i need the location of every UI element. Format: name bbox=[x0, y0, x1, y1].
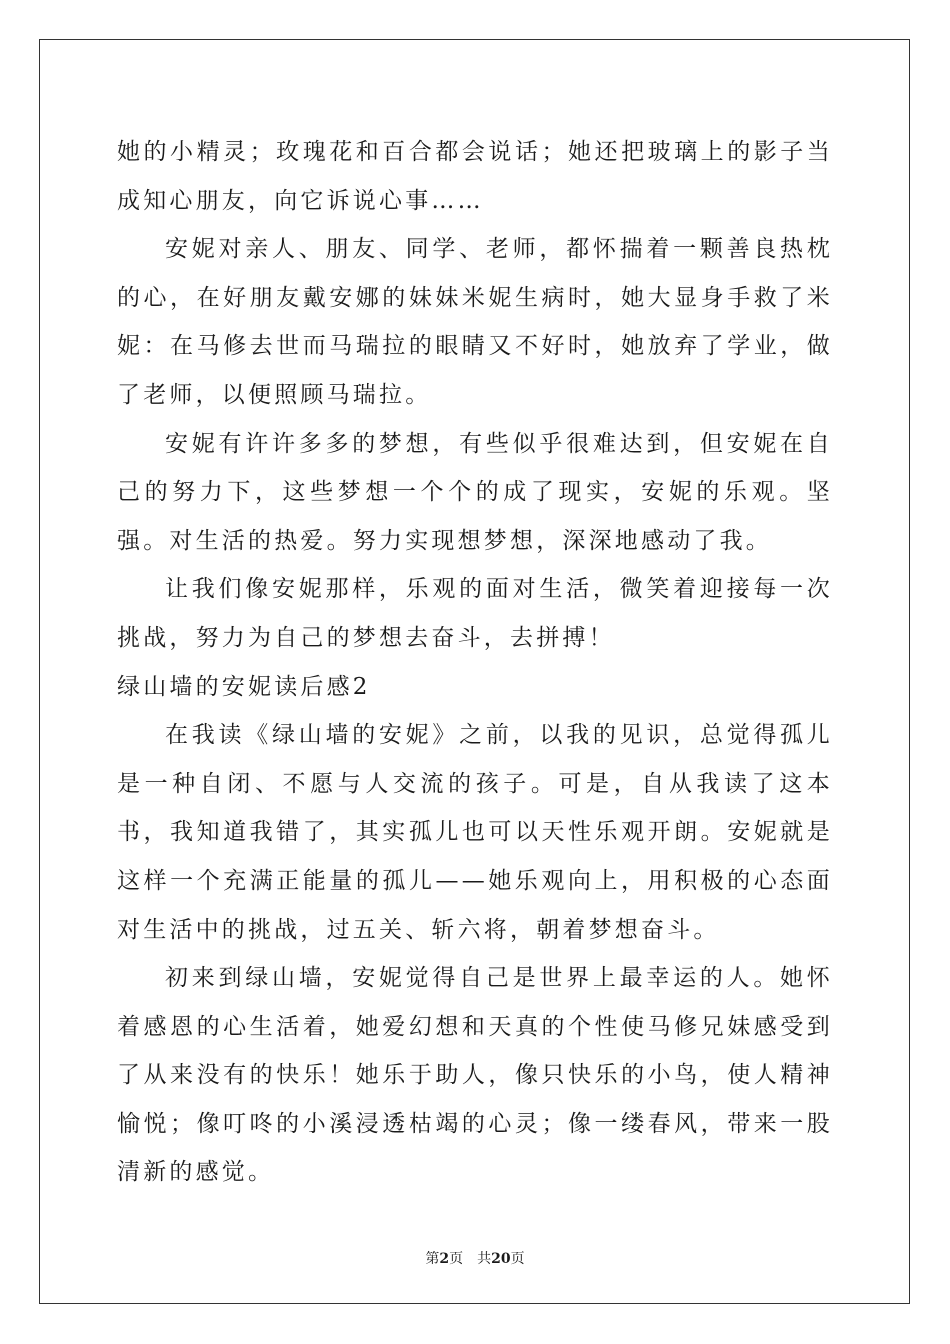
paragraph: 安妮对亲人、朋友、同学、老师，都怀揣着一颗善良热枕的心，在好朋友戴安娜的妹妹米妮生病时，她大显身手救了米妮：在马修去世而马瑞拉的眼睛又不好时，她放弃了学业，做了老师，以便照顾马瑞拉。 bbox=[117, 236, 833, 408]
paragraph: 在我读《绿山墙的安妮》之前，以我的见识，总觉得孤儿是一种自闭、不愿与人交流的孩子。可是，自从我读了这本书，我知道我错了，其实孤儿也可以天性乐观开朗。安妮就是这样一个充满正能量的孤儿——她乐观向上，用积极的心态面对生活中的挑战，过五关、斩六将，朝着梦想奋斗。 bbox=[117, 722, 833, 943]
page-footer bbox=[0, 1248, 950, 1268]
paragraph: 她的小精灵；玫瑰花和百合都会说话；她还把玻璃上的影子当成知心朋友，向它诉说心事…… bbox=[117, 139, 833, 214]
paragraph: 让我们像安妮那样，乐观的面对生活，微笑着迎接每一次挑战，努力为自己的梦想去奋斗，去拼搏！ bbox=[117, 576, 833, 651]
paragraph: 安妮有许许多多的梦想，有些似乎很难达到，但安妮在自己的努力下，这些梦想一个个的成了现实，安妮的乐观。坚强。对生活的热爱。努力实现想梦想，深深地感动了我。 bbox=[117, 430, 833, 554]
section-heading: 绿山墙的安妮读后感2 bbox=[117, 673, 371, 700]
page-number: 第2页 bbox=[425, 1251, 464, 1267]
page-total: 共20页 bbox=[477, 1251, 525, 1267]
document-body bbox=[117, 128, 833, 1197]
paragraph: 初来到绿山墙，安妮觉得自己是世界上最幸运的人。她怀着感恩的心生活着，她爱幻想和天真的个性使马修兄妹感受到了从来没有的快乐！她乐于助人，像只快乐的小鸟，使人精神愉悦；像叮咚的小溪浸透枯竭的心灵；像一缕春风，带来一股清新的感觉。 bbox=[117, 965, 833, 1186]
